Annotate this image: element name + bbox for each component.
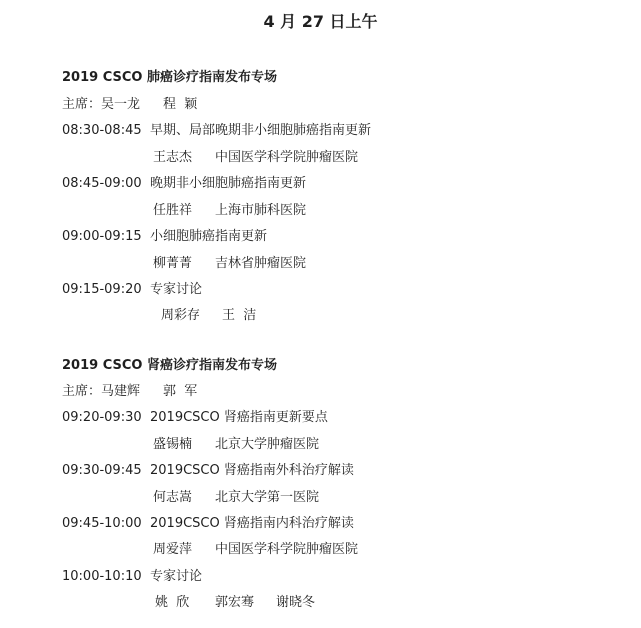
session-heading: 2019 CSCO 肺癌诊疗指南发布专场: [62, 70, 277, 85]
session-heading: 2019 CSCO 肾癌诊疗指南发布专场: [62, 358, 277, 373]
chair-row: [62, 97, 140, 113]
speaker-institution: 北京大学第一医院: [215, 490, 320, 505]
talk-topic: 专家讨论: [150, 569, 203, 584]
chair-name: 马建辉: [101, 384, 141, 399]
time-slot: 08:45-09:00: [62, 176, 142, 191]
time-slot: 09:30-09:45: [62, 463, 142, 478]
chair-name: 程 颖: [163, 97, 198, 112]
chair-name: 郭 军: [163, 384, 198, 399]
speaker-name: 柳菁菁: [153, 256, 193, 271]
page-title: 4 月 27 日上午: [263, 12, 378, 31]
speaker-name: 何志嵩: [153, 490, 193, 505]
speaker-institution: 北京大学肿瘤医院: [215, 437, 320, 452]
talk-topic: 早期、局部晚期非小细胞肺癌指南更新: [150, 123, 372, 138]
speaker-name: 王志杰: [153, 150, 193, 165]
chair-label: 主席：: [62, 384, 102, 399]
discussion-panelist: 周彩存: [161, 308, 201, 323]
talk-topic: 专家讨论: [150, 282, 203, 297]
speaker-institution: 中国医学科学院肿瘤医院: [215, 542, 359, 557]
chair-row: [62, 384, 140, 400]
speaker-institution: 中国医学科学院肿瘤医院: [215, 150, 359, 165]
talk-topic: 晚期非小细胞肺癌指南更新: [150, 176, 307, 191]
discussion-panelist: 郭宏骞: [215, 595, 255, 610]
speaker-institution: 吉林省肿瘤医院: [215, 256, 307, 271]
discussion-panelist: 王 洁: [222, 308, 257, 323]
time-slot: 09:15-09:20: [62, 282, 142, 297]
talk-topic: 小细胞肺癌指南更新: [150, 229, 268, 244]
time-slot: 09:00-09:15: [62, 229, 142, 244]
time-slot: 10:00-10:10: [62, 569, 142, 584]
talk-topic: 2019CSCO 肾癌指南外科治疗解读: [150, 463, 354, 478]
time-slot: 09:45-10:00: [62, 516, 142, 531]
talk-topic: 2019CSCO 肾癌指南内科治疗解读: [150, 516, 354, 531]
speaker-name: 周爱萍: [153, 542, 193, 557]
time-slot: 09:20-09:30: [62, 410, 142, 425]
speaker-institution: 上海市肺科医院: [215, 203, 307, 218]
chair-name: 吴一龙: [101, 97, 141, 112]
speaker-name: 盛锡楠: [153, 437, 193, 452]
speaker-name: 任胜祥: [153, 203, 193, 218]
time-slot: 08:30-08:45: [62, 123, 142, 138]
discussion-panelist: 谢晓冬: [276, 595, 316, 610]
talk-topic: 2019CSCO 肾癌指南更新要点: [150, 410, 328, 425]
chair-label: 主席：: [62, 97, 102, 112]
discussion-panelist: 姚 欣: [155, 595, 190, 610]
